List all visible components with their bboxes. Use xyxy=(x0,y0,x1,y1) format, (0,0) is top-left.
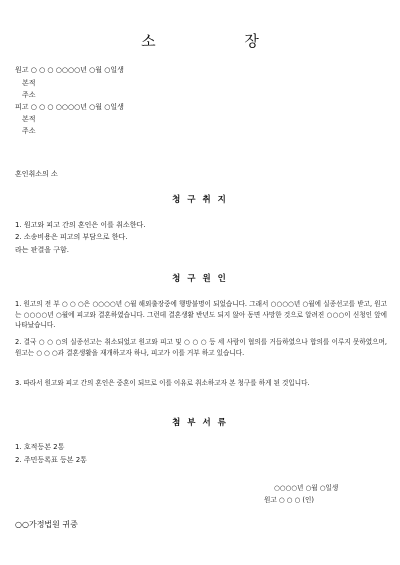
reasons-paragraph-3: 3. 따라서 원고와 피고 간의 혼인은 중혼이 되므로 이를 이유로 취소하고자 본 청구를 하게 된 것입니다. xyxy=(15,379,310,387)
reasons-paragraph-1: 1. 원고의 전 부 ○ ○ ○은 ○○○○년 ○월 해외출장중에 행방불명이 되었습니다. 그래서 ○○○○년 ○월에 실종선고를 받고, 원고는 ○○○○년 ○월에 피고와 결혼하였습니다. 그런데 결혼생활 반년도 되지 않아 동면 사망한 것으로 알려진 ○○○이 신청인 앞에 나타났습니다. xyxy=(15,300,387,329)
attachment-item-1: 1. 호적등본 2통 xyxy=(15,443,65,451)
reasons-heading: 청 구 원 인 xyxy=(172,274,228,284)
document-title: 소 장 xyxy=(141,32,301,50)
reasons-paragraph-2: 2. 결국 ○ ○ ○의 실종선고는 취소되었고 원고와 피고 및 ○ ○ ○ 등 세 사람이 협의를 거듭하였으나 합의를 이루지 못하였으며, 원고는 ○ ○ ○과 결혼생활을 재개하고자 하나, 피고가 이를 거부 하고 있습니다. xyxy=(15,338,387,357)
plaintiff-address: 주소 xyxy=(22,91,36,99)
plaintiff-domicile: 본적 xyxy=(22,79,36,87)
defendant-address: 주소 xyxy=(22,127,36,135)
signature-date: ○○○○년 ○월 ○일생 xyxy=(274,484,339,492)
defendant-domicile: 본적 xyxy=(22,115,36,123)
plaintiff-line: 원고 ○ ○ ○ ○○○○년 ○월 ○일생 xyxy=(15,66,124,74)
signature-signer: 원고 ○ ○ ○ (인) xyxy=(264,496,314,504)
claim-heading: 청 구 취 지 xyxy=(172,195,228,205)
claim-item-3: 라는 판결을 구함. xyxy=(15,246,70,254)
claim-item-2: 2. 소송비용은 피고의 부담으로 한다. xyxy=(15,233,128,241)
attachment-item-2: 2. 주민등록표 등본 2통 xyxy=(15,456,87,464)
defendant-line: 피고 ○ ○ ○ ○○○○년 ○월 ○일생 xyxy=(15,103,124,111)
court-recipient: ○○가정법원 귀중 xyxy=(15,520,78,529)
attachments-heading: 첨 부 서 류 xyxy=(172,418,228,428)
claim-item-1: 1. 원고와 피고 간의 혼인은 이를 취소한다. xyxy=(15,221,146,229)
case-name: 혼인취소의 소 xyxy=(15,170,58,178)
